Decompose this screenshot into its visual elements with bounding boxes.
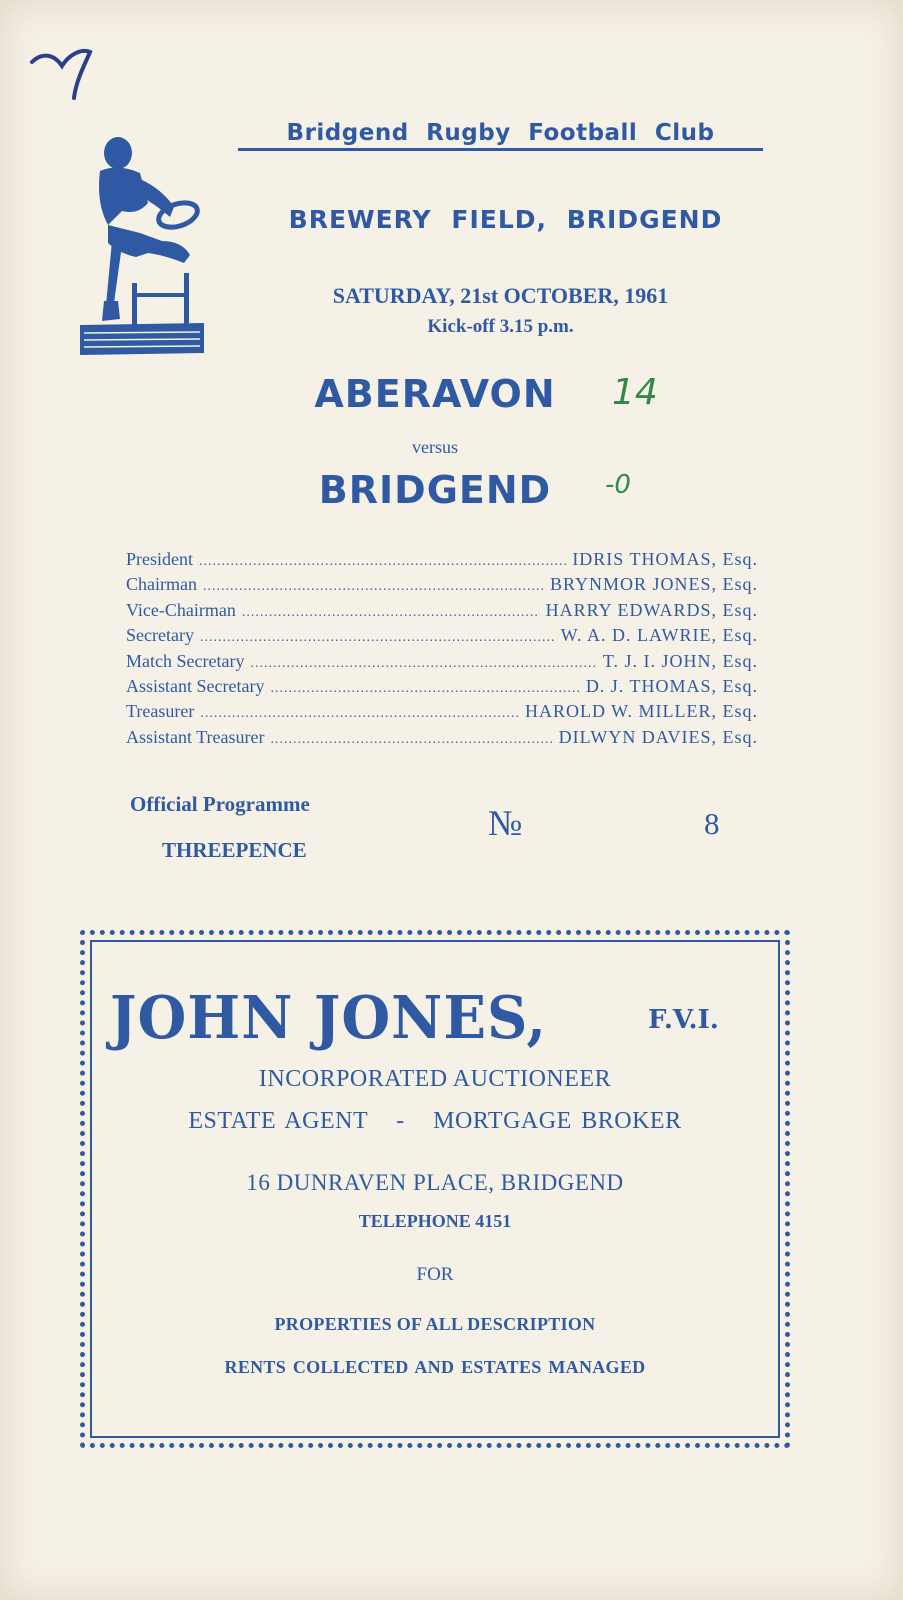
programme-number: 8 [704, 806, 720, 841]
leader-dots [200, 703, 519, 725]
leader-dots [271, 729, 553, 751]
official-role: Assistant Treasurer [126, 726, 265, 747]
away-team: BRIDGEND [318, 468, 552, 512]
away-score-handwritten: -0 [605, 470, 631, 500]
advert-profession: INCORPORATED AUCTIONEER [258, 1066, 612, 1092]
official-name: T. J. I. JOHN, Esq. [602, 650, 758, 671]
advert-for: FOR [416, 1264, 454, 1285]
official-role: Treasurer [126, 701, 195, 722]
official-name: W. A. D. LAWRIE, Esq. [560, 625, 758, 646]
programme-price: THREEPENCE [162, 838, 307, 862]
home-score-handwritten: 14 [612, 372, 658, 413]
leader-dots [250, 653, 596, 675]
officials-list [126, 548, 758, 751]
versus-label: versus [412, 437, 458, 457]
handwritten-mark-icon [28, 40, 108, 100]
official-role: Secretary [126, 625, 194, 646]
official-name: HAROLD W. MILLER, Esq. [525, 701, 758, 722]
official-row [126, 700, 758, 725]
leader-dots [203, 576, 544, 598]
official-role: President [126, 549, 193, 569]
official-name: DILWYN DAVIES, Esq. [558, 726, 758, 747]
club-name: Bridgend Rugby Football Club [238, 120, 763, 151]
official-name: D. J. THOMAS, Esq. [585, 676, 758, 697]
leader-dots [242, 602, 540, 624]
official-name: BRYNMOR JONES, Esq. [549, 574, 758, 595]
official-role: Vice-Chairman [126, 599, 236, 620]
leader-dots [200, 627, 555, 649]
advert-properties: PROPERTIES OF ALL DESCRIPTION [274, 1314, 596, 1334]
official-row [126, 726, 758, 751]
advert-address: 16 DUNRAVEN PLACE, BRIDGEND [246, 1170, 624, 1195]
official-row [126, 650, 758, 675]
leader-dots [270, 678, 579, 700]
programme-label: Official Programme [130, 792, 310, 816]
official-row [126, 548, 758, 573]
official-role: Assistant Secretary [126, 676, 265, 697]
advertiser-name: JOHN JONES, [110, 983, 547, 1053]
official-row [126, 599, 758, 624]
programme-number-sign: № [488, 803, 523, 843]
ground-name: BREWERY FIELD, BRIDGEND [288, 205, 723, 234]
official-role: Match Secretary [126, 650, 245, 671]
official-name: HARRY EDWARDS, Esq. [545, 599, 758, 620]
advert-telephone: TELEPHONE 4151 [358, 1211, 512, 1231]
home-team: ABERAVON [314, 372, 556, 416]
official-row [126, 624, 758, 649]
official-role: Chairman [126, 574, 197, 595]
advert-rents: RENTS COLLECTED AND ESTATES MANAGED [224, 1357, 646, 1377]
advertiser-qualification: F.V.I. [648, 1005, 719, 1035]
advert-services: ESTATE AGENT - MORTGAGE BROKER [188, 1108, 682, 1134]
official-name: IDRIS THOMAS, Esq. [572, 549, 758, 569]
match-date: SATURDAY, 21st OCTOBER, 1961 [332, 283, 669, 308]
kickoff-time: Kick-off 3.15 p.m. [427, 316, 574, 337]
official-row [126, 675, 758, 700]
leader-dots [199, 551, 566, 573]
rugby-player-logo-icon [78, 133, 206, 358]
official-row [126, 573, 758, 598]
